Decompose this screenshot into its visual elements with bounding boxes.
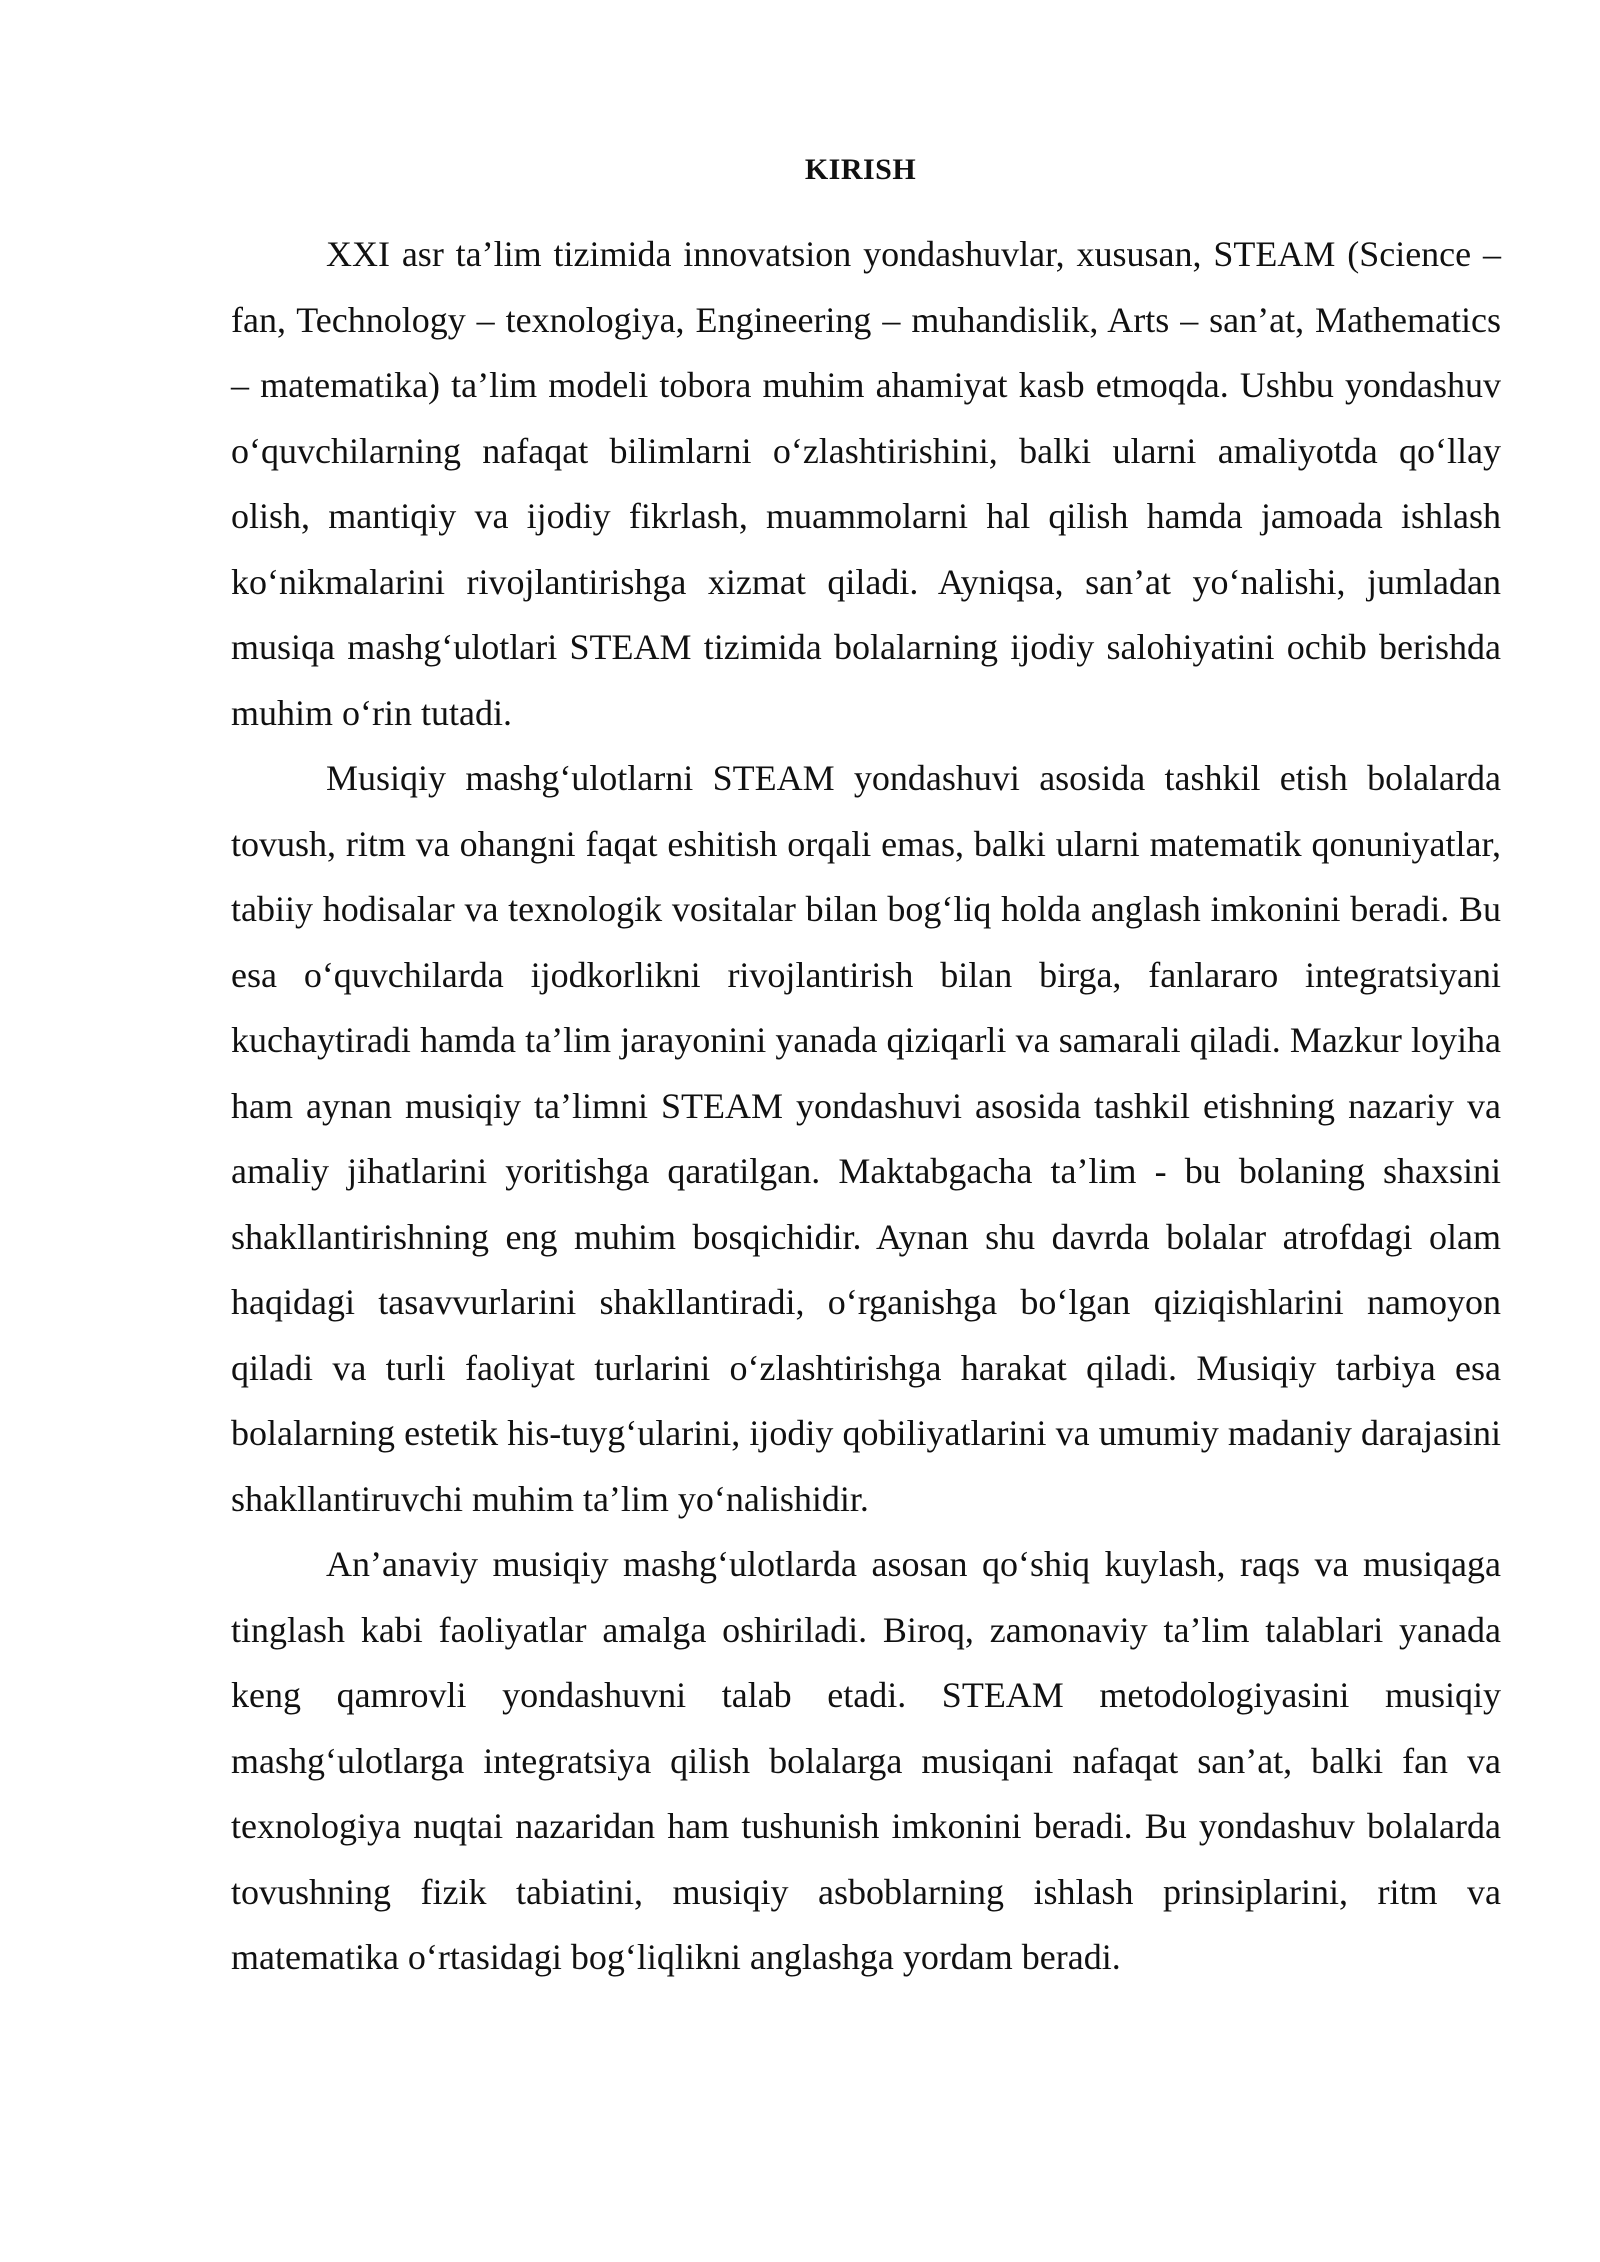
section-title: KIRISH bbox=[804, 153, 917, 186]
paragraph-1: XXI asr ta’lim tizimida innovatsion yondashuvlar, xususan, STEAM (Science – fan, Technology – texnologiya, Engineering – muhandislik, Arts – san’at, Mathematics – matematika) ta’lim modeli tobora muhim ahamiyat kasb etmoqda. Ushbu yondashuv o‘quvchilarning nafaqat bilimlarni o‘zlashtirishini, balki ularni amaliyotda qo‘llay olish, mantiqiy va ijodiy fikrlash, muammolarni hal qilish hamda jamoada ishlash ko‘nikmalarini rivojlantirishga xizmat qiladi. Ayniqsa, san’at yo‘nalishi, jumladan musiqa mashg‘ulotlari STEAM tizimida bolalarning ijodiy salohiyatini ochib berishda muhim o‘rin tutadi. bbox=[231, 234, 1501, 733]
paragraph-3: An’anaviy musiqiy mashg‘ulotlarda asosan qo‘shiq kuylash, raqs va musiqaga tinglash kabi faoliyatlar amalga oshiriladi. Biroq, zamonaviy ta’lim talablari yanada keng qamrovli yondashuvni talab etadi. STEAM metodologiyasini musiqiy mashg‘ulotlarga integratsiya qilish bolalarga musiqani nafaqat san’at, balki fan va texnologiya nuqtai nazaridan ham tushunish imkonini beradi. Bu yondashuv bolalarda tovushning fizik tabiatini, musiqiy asboblarning ishlash prinsiplarini, ritm va matematika o‘rtasidagi bog‘liqlikni anglashga yordam beradi. bbox=[231, 1544, 1501, 1977]
body-text bbox=[231, 222, 1501, 1991]
paragraph-2: Musiqiy mashg‘ulotlarni STEAM yondashuvi asosida tashkil etish bolalarda tovush, ritm va ohangni faqat eshitish orqali emas, balki ularni matematik qonuniyatlar, tabiiy hodisalar va texnologik vositalar bilan bog‘liq holda anglash imkonini beradi. Bu esa o‘quvchilarda ijodkorlikni rivojlantirish bilan birga, fanlararo integratsiyani kuchaytiradi hamda ta’lim jarayonini yanada qiziqarli va samarali qiladi. Mazkur loyiha ham aynan musiqiy ta’limni STEAM yondashuvi asosida tashkil etishning nazariy va amaliy jihatlarini yoritishga qaratilgan. Maktabgacha ta’lim - bu bolaning shaxsini shakllantirishning eng muhim bosqichidir. Aynan shu davrda bolalar atrofdagi olam haqidagi tasavvurlarini shakllantiradi, o‘rganishga bo‘lgan qiziqishlarini namoyon qiladi va turli faoliyat turlarini o‘zlashtirishga harakat qiladi. Musiqiy tarbiya esa bolalarning estetik his-tuyg‘ularini, ijodiy qobiliyatlarini va umumiy madaniy darajasini shakllantiruvchi muhim ta’lim yo‘nalishidir. bbox=[231, 758, 1501, 1519]
